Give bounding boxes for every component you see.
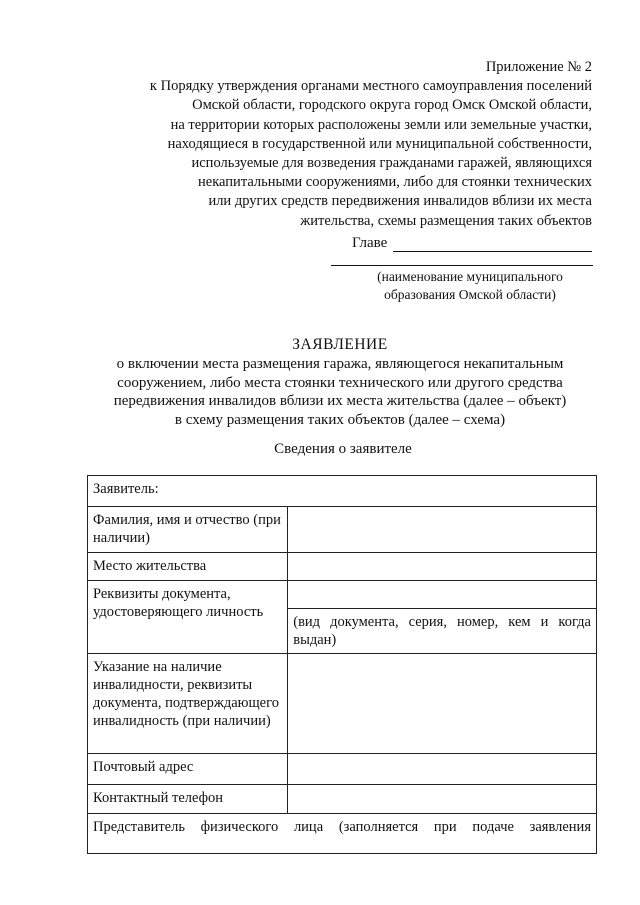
postal-address-field[interactable] xyxy=(288,754,597,785)
label-cell xyxy=(88,507,288,553)
residence-field[interactable] xyxy=(288,553,597,581)
table-row xyxy=(88,785,597,814)
appendix-line: на территории которых расположены земли или земельные участки, xyxy=(170,116,592,133)
id-document-hint-cell xyxy=(288,609,597,654)
appendix-line: используемые для возведения гражданами гаражей, являющихся xyxy=(191,155,592,172)
cell-label: Место жительства xyxy=(93,558,207,574)
municipality-name-note xyxy=(370,268,570,304)
cell-label: Реквизиты документа, удостоверяющего личность xyxy=(93,586,264,620)
addressee-label: Главе xyxy=(352,235,388,251)
section-title: Сведения о заявителе xyxy=(274,441,412,457)
municipality-name-field[interactable] xyxy=(331,265,593,266)
table-row xyxy=(88,476,597,507)
statement-title: ЗАЯВЛЕНИЕ xyxy=(292,336,388,353)
table-row xyxy=(88,754,597,785)
cell-label: Почтовый адрес xyxy=(93,759,194,775)
full-name-field[interactable] xyxy=(288,507,597,553)
appendix-header xyxy=(122,58,592,231)
subtitle-line: передвижения инвалидов вблизи их места жительства (далее – объект) xyxy=(113,393,567,409)
cell-label: Представитель физического лица (заполняется при подаче заявления xyxy=(93,819,591,835)
id-document-field[interactable] xyxy=(288,581,597,609)
cell-label: Заявитель: xyxy=(93,481,159,497)
addressee-name-field[interactable] xyxy=(393,237,592,252)
addressee-block xyxy=(352,232,592,252)
note-line: образования Омской области) xyxy=(384,287,556,302)
addressee-line xyxy=(352,232,592,252)
applicant-info-table xyxy=(87,475,597,854)
appendix-line: к Порядку утверждения органами местного самоуправления поселений xyxy=(149,78,592,95)
appendix-line: некапитальными сооружениями, либо для стоянки технических xyxy=(198,174,592,191)
table-row xyxy=(88,581,597,609)
appendix-line: Приложение № 2 xyxy=(485,59,592,75)
appendix-line: жительства, схемы размещения таких объектов xyxy=(300,212,592,229)
appendix-line: Омской области, городского округа город Омск Омской области, xyxy=(192,97,592,114)
cell-label: Фамилия, имя и отчество (при наличии) xyxy=(93,512,281,546)
label-cell xyxy=(88,553,288,581)
table-row xyxy=(88,814,597,854)
label-cell xyxy=(88,581,288,654)
table-row xyxy=(88,507,597,553)
cell-label: Контактный телефон xyxy=(93,790,224,806)
appendix-line: или других средств передвижения инвалидов вблизи их места xyxy=(208,193,592,210)
label-cell xyxy=(88,654,288,754)
subtitle-line: в схему размещения таких объектов (далее – схема) xyxy=(174,411,506,428)
statement-subtitle xyxy=(100,355,580,429)
table-row xyxy=(88,654,597,754)
label-cell xyxy=(88,785,288,814)
cell-hint: (вид документа, серия, номер, кем и когда выдан) xyxy=(293,614,591,648)
disability-field[interactable] xyxy=(288,654,597,754)
representative-cell xyxy=(88,814,597,854)
subtitle-line: сооружением, либо места стоянки технического или другого средства xyxy=(117,374,563,391)
subtitle-line: о включении места размещения гаража, являющегося некапитальным xyxy=(116,356,564,372)
applicant-header-cell xyxy=(88,476,597,507)
appendix-line: находящиеся в государственной или муниципальной собственности, xyxy=(167,135,592,152)
cell-label: Указание на наличие инвалидности, реквизиты документа, подтверждающего инвалидность (при наличии) xyxy=(93,659,279,729)
label-cell xyxy=(88,754,288,785)
note-line: (наименование муниципального xyxy=(377,269,563,284)
phone-field[interactable] xyxy=(288,785,597,814)
table-row xyxy=(88,553,597,581)
